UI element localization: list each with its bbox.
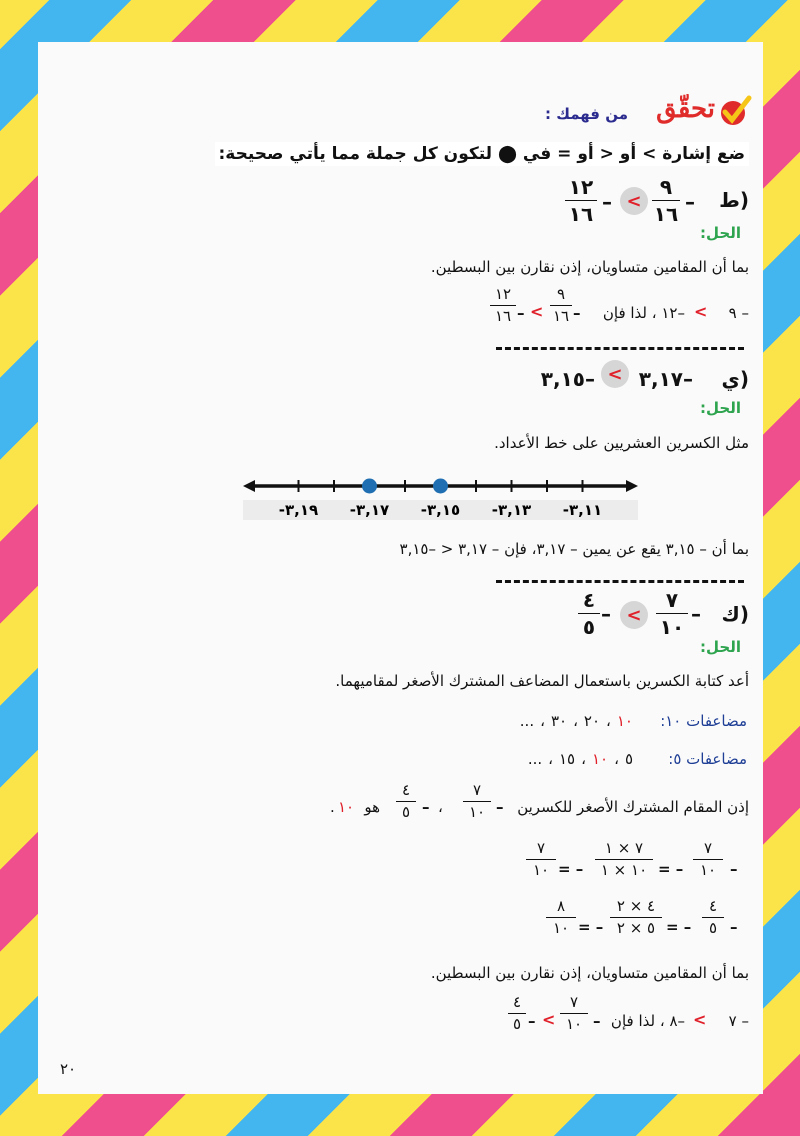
eq2-fraction-c — [546, 898, 576, 936]
separator: ، — [540, 712, 545, 730]
lcd-text-2: هو — [364, 798, 380, 816]
result-middle: –١٢ ، لذا فإن — [602, 304, 685, 322]
minus-sign: – — [685, 190, 695, 214]
denominator: ٥ × ٢ — [616, 918, 656, 937]
problem-k-label: ك) — [721, 602, 749, 626]
solution-label: الحل: — [700, 224, 741, 242]
result-fraction-right — [508, 994, 526, 1032]
dashed-divider — [496, 347, 744, 350]
denominator: ١٠ × ١ — [600, 860, 648, 879]
fraction-bar — [652, 200, 680, 201]
numerator: ٧ × ١ — [604, 839, 644, 857]
multiple-value: ١٥ — [559, 750, 576, 768]
multiple-value: ٥ — [624, 750, 633, 768]
numerator: ١٢ — [568, 175, 594, 199]
denominator: ١٠ — [565, 1014, 583, 1033]
multiples-10-list — [520, 712, 633, 730]
denominator: ١٦ — [568, 202, 594, 226]
lcd-fraction-b — [396, 782, 416, 820]
explain-text: أعد كتابة الكسرين باستعمال المضاعف المشترك الأصغر لمقاميهما. — [335, 672, 749, 690]
eq2-fraction-b — [610, 898, 662, 936]
denominator: ١٦ — [494, 306, 512, 325]
minus-sign: – — [601, 602, 611, 626]
fraction-bar — [508, 1013, 526, 1014]
minus-sign: – — [730, 918, 738, 936]
result-prefix: – ٧ — [728, 1012, 749, 1030]
solution-label: الحل: — [700, 399, 741, 417]
eq1-fraction-b — [595, 840, 653, 878]
header-title: تحقّق — [656, 94, 715, 124]
tick-label: -٣,١٩ — [278, 501, 319, 519]
fraction-bar — [578, 613, 600, 614]
period: . — [330, 798, 335, 816]
page-number: ٢٠ — [60, 1060, 77, 1078]
numerator: ٤ × ٢ — [616, 897, 656, 915]
problem-t-label: ط) — [719, 188, 749, 212]
numerator: ٧ — [472, 781, 482, 799]
minus-sign: – — [528, 1012, 536, 1030]
result-fraction-right — [490, 286, 516, 324]
fraction-bar — [546, 917, 576, 918]
dashed-divider — [496, 580, 744, 583]
fraction-k-left — [656, 589, 688, 638]
multiple-value: ٢٠ — [583, 712, 601, 730]
minus-sign: – — [691, 602, 701, 626]
separator: ، — [548, 750, 553, 768]
fraction-t-right — [565, 176, 597, 225]
numerator: ٤ — [582, 588, 596, 612]
fraction-bar — [396, 801, 416, 802]
fraction-bar — [463, 801, 491, 802]
fraction-bar — [560, 1013, 588, 1014]
equals-minus: = – — [558, 860, 584, 878]
equals-minus: = – — [658, 860, 684, 878]
explain-text-2: بما أن المقامين متساويان، إذن نقارن بين البسطين. — [430, 964, 749, 982]
denominator: ٥ — [401, 802, 411, 821]
lcd-fraction-a — [463, 782, 491, 820]
problem-y-label: ي) — [721, 367, 749, 391]
minus-sign: – — [422, 798, 430, 816]
separator: ، — [573, 712, 578, 730]
numerator: ٩ — [556, 285, 566, 303]
numerator: ٤ — [512, 993, 522, 1011]
denominator: ١٠ — [699, 860, 717, 879]
multiple-value: ٣٠ — [550, 712, 568, 730]
minus-sign: – — [517, 304, 525, 322]
denominator: ١٦ — [552, 306, 570, 325]
explain-text: مثل الكسرين العشريين على خط الأعداد. — [494, 434, 749, 452]
numerator: ٤ — [401, 781, 411, 799]
eq2-fraction-a — [702, 898, 724, 936]
eq1-fraction-a — [693, 840, 723, 878]
multiple-value: ... — [519, 712, 535, 730]
denominator: ٥ — [512, 1014, 522, 1033]
separator: ، — [614, 750, 619, 768]
numerator: ٧ — [569, 993, 579, 1011]
multiples-10-label: مضاعفات ١٠: — [660, 712, 747, 730]
instruction-text: ضع إشارة > أو < أو = في ⬤ لتكون كل جملة مما يأتي صحيحة: — [215, 142, 750, 166]
fraction-bar — [702, 917, 724, 918]
denominator: ٥ — [708, 918, 718, 937]
fraction-bar — [610, 917, 662, 918]
numerator: ٧ — [665, 588, 679, 612]
decimal-left: –٣,١٧ — [638, 367, 693, 391]
comma: ، — [438, 798, 443, 816]
minus-sign: – — [496, 798, 504, 816]
result-fraction-left — [550, 286, 572, 324]
multiple-value: ١٠ — [591, 750, 609, 768]
numerator: ٩ — [659, 175, 673, 199]
less-than-sign: < — [542, 1010, 556, 1029]
fraction-bar — [565, 200, 597, 201]
header-subtitle: من فهمك : — [545, 105, 628, 123]
denominator: ١٠ — [659, 615, 685, 639]
less-than-sign: < — [693, 1010, 707, 1029]
numerator: ٧ — [703, 839, 713, 857]
comparison-circle[interactable]: < — [620, 601, 648, 629]
fraction-bar — [490, 305, 516, 306]
multiple-value: ... — [527, 750, 543, 768]
fraction-bar — [526, 859, 556, 860]
result-middle: –٨ ، لذا فإن — [610, 1012, 685, 1030]
lcd-value: ١٠ — [338, 798, 355, 816]
numerator: ٧ — [536, 839, 546, 857]
number-line-point — [362, 479, 377, 494]
separator: ، — [606, 712, 611, 730]
comparison-circle[interactable]: < — [620, 187, 648, 215]
tick-label: -٣,١٣ — [491, 501, 532, 519]
tick-label: -٣,١١ — [562, 501, 603, 519]
eq1-fraction-c — [526, 840, 556, 878]
multiples-5-list — [528, 750, 633, 768]
fraction-bar — [595, 859, 653, 860]
minus-sign: – — [593, 1012, 601, 1030]
fraction-bar — [656, 613, 688, 614]
denominator: ١٠ — [468, 802, 486, 821]
less-than-sign: < — [530, 302, 544, 321]
denominator: ١٦ — [653, 202, 679, 226]
number-line-point — [433, 479, 448, 494]
lcd-text: إذن المقام المشترك الأصغر للكسرين — [517, 798, 749, 816]
minus-sign: – — [602, 190, 612, 214]
less-than-sign: < — [694, 302, 708, 321]
multiple-value: ١٠ — [616, 712, 633, 730]
fraction-k-right — [578, 589, 600, 638]
denominator: ١٠ — [532, 860, 550, 879]
comparison-circle[interactable]: < — [601, 360, 629, 388]
fraction-bar — [693, 859, 723, 860]
explain-text: بما أن المقامين متساويان، إذن نقارن بين البسطين. — [430, 258, 749, 276]
numerator: ١٢ — [494, 285, 512, 303]
fraction-bar — [550, 305, 572, 306]
conclusion-text: بما أن – ٣,١٥ يقع عن يمين – ٣,١٧، فإن – ٣,١٧ < –٣,١٥ — [399, 540, 749, 558]
tick-label: -٣,١٥ — [420, 501, 461, 519]
worksheet-page — [38, 42, 763, 1094]
equals-minus: = – — [666, 918, 692, 936]
result-fraction-left — [560, 994, 588, 1032]
multiples-5-label: مضاعفات ٥: — [668, 750, 747, 768]
minus-sign: – — [573, 304, 581, 322]
minus-sign: – — [730, 860, 738, 878]
number-line — [243, 470, 638, 520]
denominator: ١٠ — [552, 918, 570, 937]
result-prefix: – ٩ — [728, 304, 749, 322]
tick-label: -٣,١٧ — [349, 501, 390, 519]
denominator: ٥ — [582, 615, 596, 639]
separator: ، — [581, 750, 586, 768]
numerator: ٨ — [556, 897, 566, 915]
check-icon — [718, 94, 752, 132]
numerator: ٤ — [708, 897, 718, 915]
fraction-t-left — [652, 176, 680, 225]
equals-minus: = – — [578, 918, 604, 936]
solution-label: الحل: — [700, 638, 741, 656]
decimal-right: –٣,١٥ — [540, 367, 595, 391]
